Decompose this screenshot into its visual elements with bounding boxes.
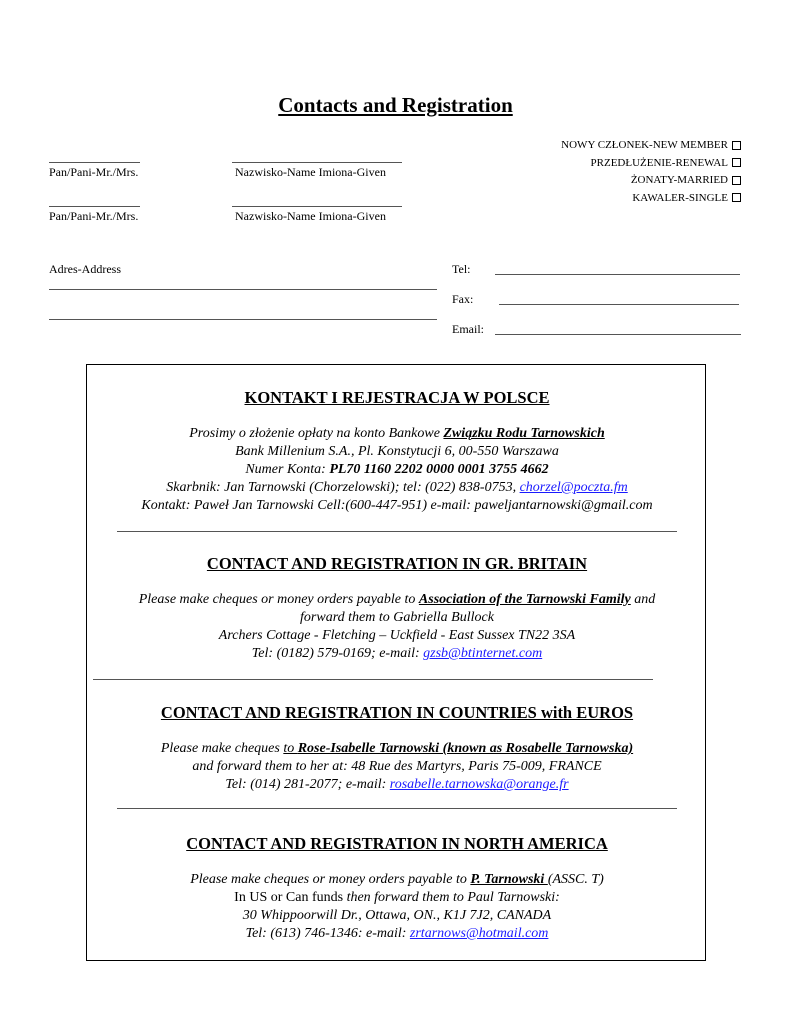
poland-heading: KONTAKT I REJESTRACJA W POLSCE bbox=[244, 388, 550, 407]
status-option-label: NOWY CZŁONEK-NEW MEMBER bbox=[561, 139, 728, 151]
euros-heading: CONTACT AND REGISTRATION IN COUNTRIES with EUROS bbox=[160, 703, 634, 722]
america-heading: CONTACT AND REGISTRATION IN NORTH AMERICA bbox=[186, 834, 608, 853]
poland-line-5: Kontakt: Paweł Jan Tarnowski Cell:(600-447-951) e-mail: paweljantarnowski@gmail.com bbox=[141, 498, 653, 513]
euros-email-link[interactable]: rosabelle.tarnowska@orange.fr bbox=[389, 777, 569, 792]
poland-org-name: Związku Rodu Tarnowskich bbox=[443, 426, 605, 441]
britain-line-4 bbox=[87, 645, 707, 663]
euros-section bbox=[87, 703, 707, 794]
america-section bbox=[87, 834, 707, 943]
america-line-4 bbox=[87, 925, 707, 943]
britain-tel-text: Tel: (0182) 579-0169; e-mail: bbox=[251, 646, 424, 661]
status-option-label: ŻONATY-MARRIED bbox=[630, 174, 728, 186]
checkbox-icon[interactable] bbox=[732, 193, 741, 202]
poland-email-link[interactable]: chorzel@poczta.fm bbox=[519, 480, 628, 495]
britain-section bbox=[87, 554, 707, 663]
page-title: Contacts and Registration bbox=[278, 93, 513, 117]
britain-line-2: forward them to Gabriella Bullock bbox=[300, 610, 494, 625]
america-funds-text: In US or Can funds bbox=[234, 890, 344, 905]
poland-line-3 bbox=[87, 461, 707, 479]
email-field[interactable] bbox=[495, 334, 741, 335]
britain-line-3: Archers Cottage - Fletching – Uckfield - East Sussex TN22 3SA bbox=[218, 628, 576, 643]
checkbox-icon[interactable] bbox=[732, 141, 741, 150]
checkbox-icon[interactable] bbox=[732, 176, 741, 185]
salutation-label: Pan/Pani-Mr./Mrs. bbox=[49, 165, 139, 179]
membership-status-options bbox=[561, 137, 741, 207]
america-line-1-text: Please make cheques or money orders payable to bbox=[190, 872, 471, 887]
britain-line-1-suffix: and bbox=[630, 592, 656, 607]
registration-contacts-panel bbox=[86, 364, 706, 961]
poland-account-number: PL70 1160 2202 0000 0001 3755 4662 bbox=[329, 462, 549, 477]
fax-label: Fax: bbox=[452, 292, 474, 306]
email-label: Email: bbox=[452, 322, 484, 336]
checkbox-icon[interactable] bbox=[732, 158, 741, 167]
america-line-3: 30 Whippoorwill Dr., Ottawa, ON., K1J 7J2, CANADA bbox=[242, 908, 552, 923]
salutation-field-1[interactable] bbox=[49, 162, 140, 163]
poland-treasurer-text: Skarbnik: Jan Tarnowski (Chorzelowski); tel: (022) 838-0753, bbox=[166, 480, 520, 495]
status-option-label: PRZEDŁUŻENIE-RENEWAL bbox=[590, 156, 728, 169]
britain-heading: CONTACT AND REGISTRATION IN GR. BRITAIN bbox=[206, 554, 588, 573]
status-option-renewal[interactable] bbox=[561, 155, 741, 173]
poland-line-2: Bank Millenium S.A., Pl. Konstytucji 6, 00-550 Warszawa bbox=[235, 444, 559, 459]
britain-line-1-text: Please make cheques or money orders payable to bbox=[138, 592, 419, 607]
salutation-label: Pan/Pani-Mr./Mrs. bbox=[49, 209, 139, 223]
status-option-married[interactable] bbox=[561, 172, 741, 190]
britain-line-1 bbox=[87, 591, 707, 609]
poland-line-1 bbox=[87, 425, 707, 443]
address-field-line-2[interactable] bbox=[49, 319, 437, 320]
euros-line-2: and forward them to her at: 48 Rue des Martyrs, Paris 75-009, FRANCE bbox=[192, 759, 602, 774]
poland-line-4 bbox=[87, 479, 707, 497]
address-label: Adres-Address bbox=[49, 262, 121, 276]
america-forward-text: then forward them to Paul Tarnowski: bbox=[343, 890, 560, 905]
status-option-new-member[interactable] bbox=[561, 137, 741, 155]
euros-line-1 bbox=[87, 740, 707, 758]
tel-label: Tel: bbox=[452, 262, 471, 276]
status-option-label: KAWALER-SINGLE bbox=[632, 191, 728, 204]
salutation-field-2[interactable] bbox=[49, 206, 140, 207]
poland-line-1-text: Prosimy o złożenie opłaty na konto Bankowe bbox=[189, 426, 444, 441]
name-label: Nazwisko-Name Imiona-Given bbox=[235, 165, 386, 179]
section-divider bbox=[93, 679, 653, 680]
america-line-1 bbox=[87, 871, 707, 889]
poland-account-label: Numer Konta: bbox=[245, 462, 330, 477]
euros-payee-name: Rose-Isabelle Tarnowski (known as Rosabelle Tarnowska) bbox=[297, 741, 634, 756]
america-email-link[interactable]: zrtarnows@hotmail.com bbox=[409, 926, 549, 941]
poland-section bbox=[87, 388, 707, 515]
name-field-2[interactable] bbox=[232, 206, 402, 207]
section-divider bbox=[117, 531, 677, 532]
euros-tel-text: Tel: (014) 281-2077; e-mail: bbox=[225, 777, 390, 792]
euros-line-1-text: Please make cheques bbox=[160, 741, 284, 756]
america-line-2 bbox=[87, 889, 707, 907]
britain-org-name: Association of the Tarnowski Family bbox=[418, 592, 631, 607]
euros-to-word: to bbox=[283, 741, 298, 756]
america-payee-name: P. Tarnowski bbox=[470, 872, 548, 887]
britain-email-link[interactable]: gzsb@btinternet.com bbox=[423, 646, 543, 661]
fax-field[interactable] bbox=[499, 304, 739, 305]
name-label: Nazwisko-Name Imiona-Given bbox=[235, 209, 386, 223]
america-payee-suffix: (ASSC. T) bbox=[547, 872, 604, 887]
status-option-single[interactable] bbox=[561, 190, 741, 208]
america-tel-text: Tel: (613) 746-1346: e-mail: bbox=[245, 926, 410, 941]
tel-field[interactable] bbox=[495, 274, 740, 275]
section-divider bbox=[117, 808, 677, 809]
euros-line-3 bbox=[87, 776, 707, 794]
name-field-1[interactable] bbox=[232, 162, 402, 163]
address-field-line-1[interactable] bbox=[49, 289, 437, 290]
